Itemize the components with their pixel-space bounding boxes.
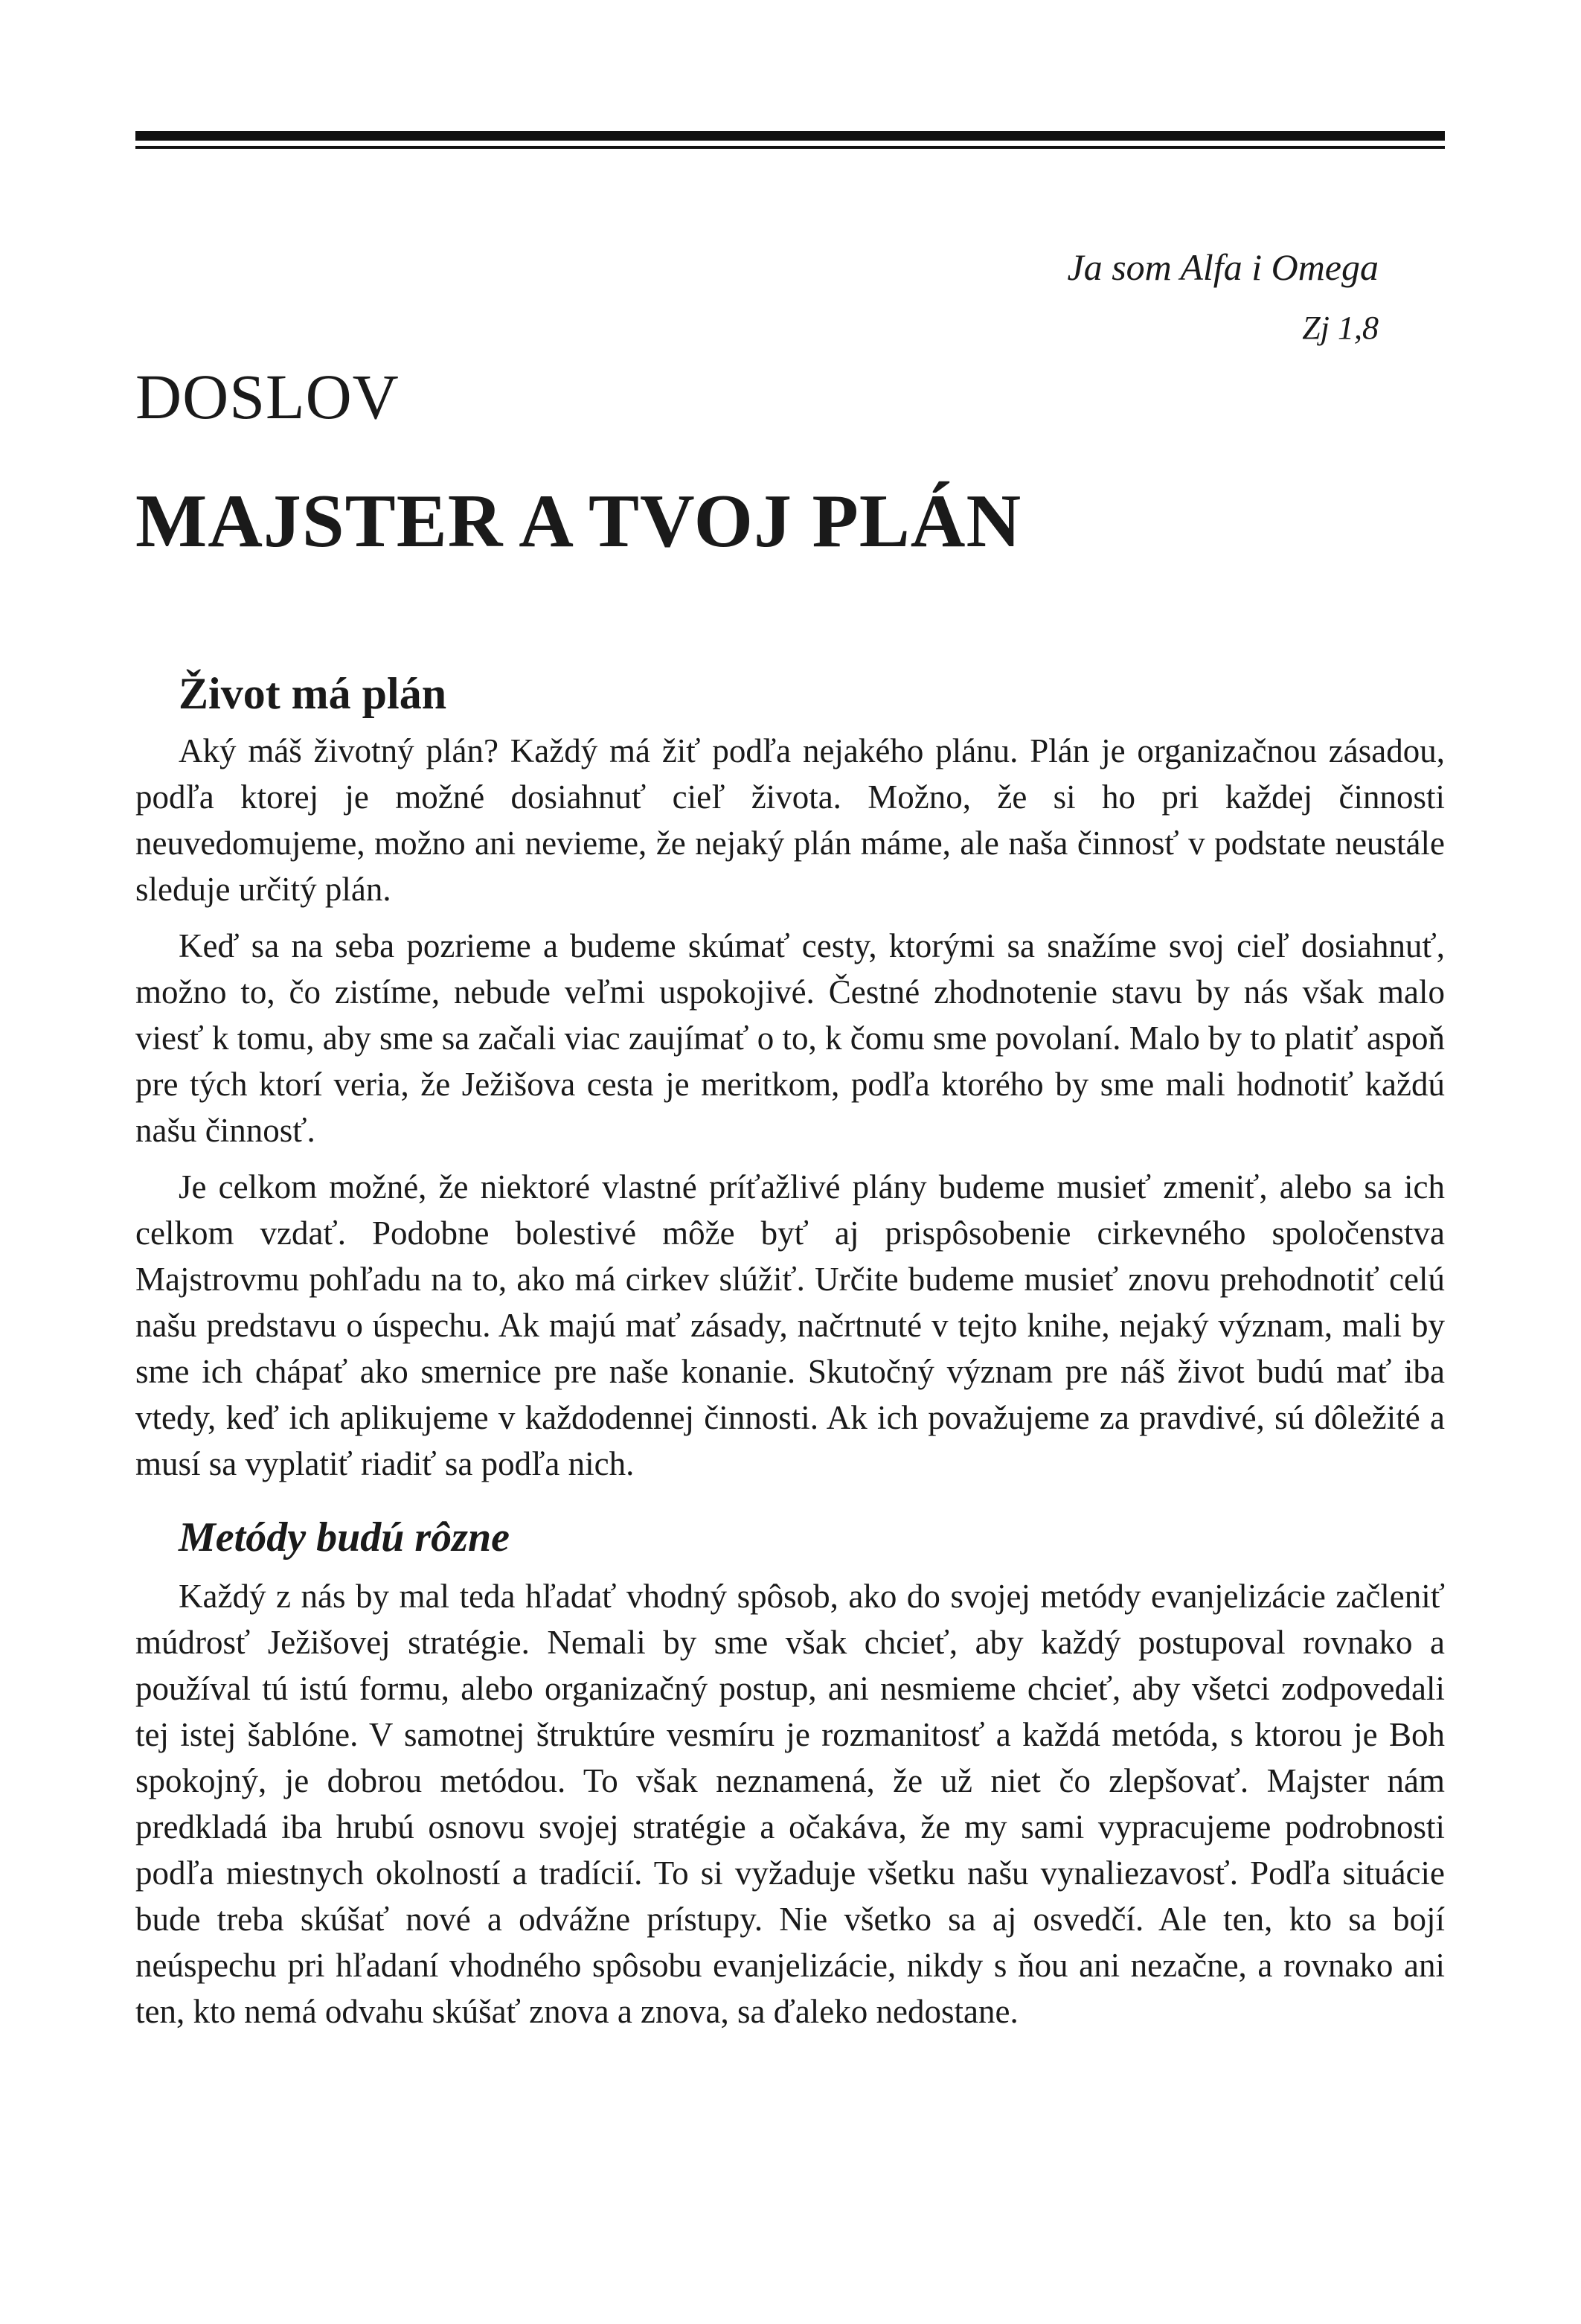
page-title: MAJSTER A TVOJ PLÁN: [135, 479, 1022, 563]
epigraph-quote: Ja som Alfa i Omega: [1067, 246, 1379, 288]
subheading-zivot-ma-plan: Život má plán: [179, 669, 447, 718]
subheading-metody-budu-rozne: Metódy budú rôzne: [179, 1514, 510, 1560]
header-rule-thick: [135, 131, 1445, 141]
header-rule-thin: [135, 146, 1445, 149]
epigraph: [1068, 237, 1379, 359]
paragraph: Keď sa na seba pozrieme a budeme skúmať cesty, ktorými sa snažíme svoj cieľ dosiahnuť, možno to, čo zistíme, nebude veľmi uspokojivé. Čestné zhodnotenie stavu by nás však malo viesť k tomu, aby sme sa začali viac zaujímať o to, k čomu sme povolaní. Malo by to platiť aspoň pre tých ktorí veria, že Ježišova cesta je meritkom, podľa ktorého by sme mali hodnotiť každú našu činnosť.: [135, 927, 1445, 1149]
section-label: DOSLOV: [135, 361, 400, 432]
epigraph-reference: Zj 1,8: [1302, 310, 1379, 346]
paragraph: Je celkom možné, že niektoré vlastné príťažlivé plány budeme musieť zmeniť, alebo sa ich celkom vzdať. Podobne bolestivé môže byť aj prispôsobenie cirkevného spoločenstva Majstrovmu pohľadu na to, ako má cirkev slúžiť. Určite budeme musieť znovu prehodnotiť celú našu predstavu o úspechu. Ak majú mať zásady, načrtnuté v tejto knihe, nejaký význam, mali by sme ich chápať ako smernice pre naše konanie. Skutočný význam pre náš život budú mať iba vtedy, keď ich aplikujeme v každodennej činnosti. Ak ich považujeme za pravdivé, sú dôležité a musí sa vyplatiť riadiť sa podľa nich.: [135, 1168, 1445, 1482]
body-text: [135, 661, 1445, 2045]
paragraph: Každý z nás by mal teda hľadať vhodný spôsob, ako do svojej metódy evanjelizácie začleniť múdrosť Ježišovej stratégie. Nemali by sme však chcieť, aby každý postupoval rovnako a používal tú istú formu, alebo organizačný postup, ani nesmieme chcieť, aby všetci zodpovedali tej istej šablóne. V samotnej štruktúre vesmíru je rozmanitosť a každá metóda, s ktorou je Boh spokojný, je dobrou metódou. To však neznamená, že už niet čo zlepšovať. Majster nám predkladá iba hrubú osnovu svojej stratégie a očakáva, že my sami vypracujeme podrobnosti podľa miestnych okolností a tradícií. To si vyžaduje všetku našu vynaliezavosť. Podľa situácie bude treba skúšať nové a odvážne prístupy. Nie všetko sa aj osvedčí. Ale ten, kto sa bojí neúspechu pri hľadaní vhodného spôsobu evanjelizácie, nikdy s ňou ani nezačne, a rovnako ani ten, kto nemá odvahu skúšať znova a znova, sa ďaleko nedostane.: [135, 1578, 1445, 2030]
paragraph: Aký máš životný plán? Každý má žiť podľa nejakého plánu. Plán je organizačnou zásadou, podľa ktorej je možné dosiahnuť cieľ života. Možno, že si ho pri každej činnosti neuvedomujeme, možno ani nevieme, že nejaký plán máme, ale naša činnosť v podstate neustále sleduje určitý plán.: [135, 732, 1445, 908]
